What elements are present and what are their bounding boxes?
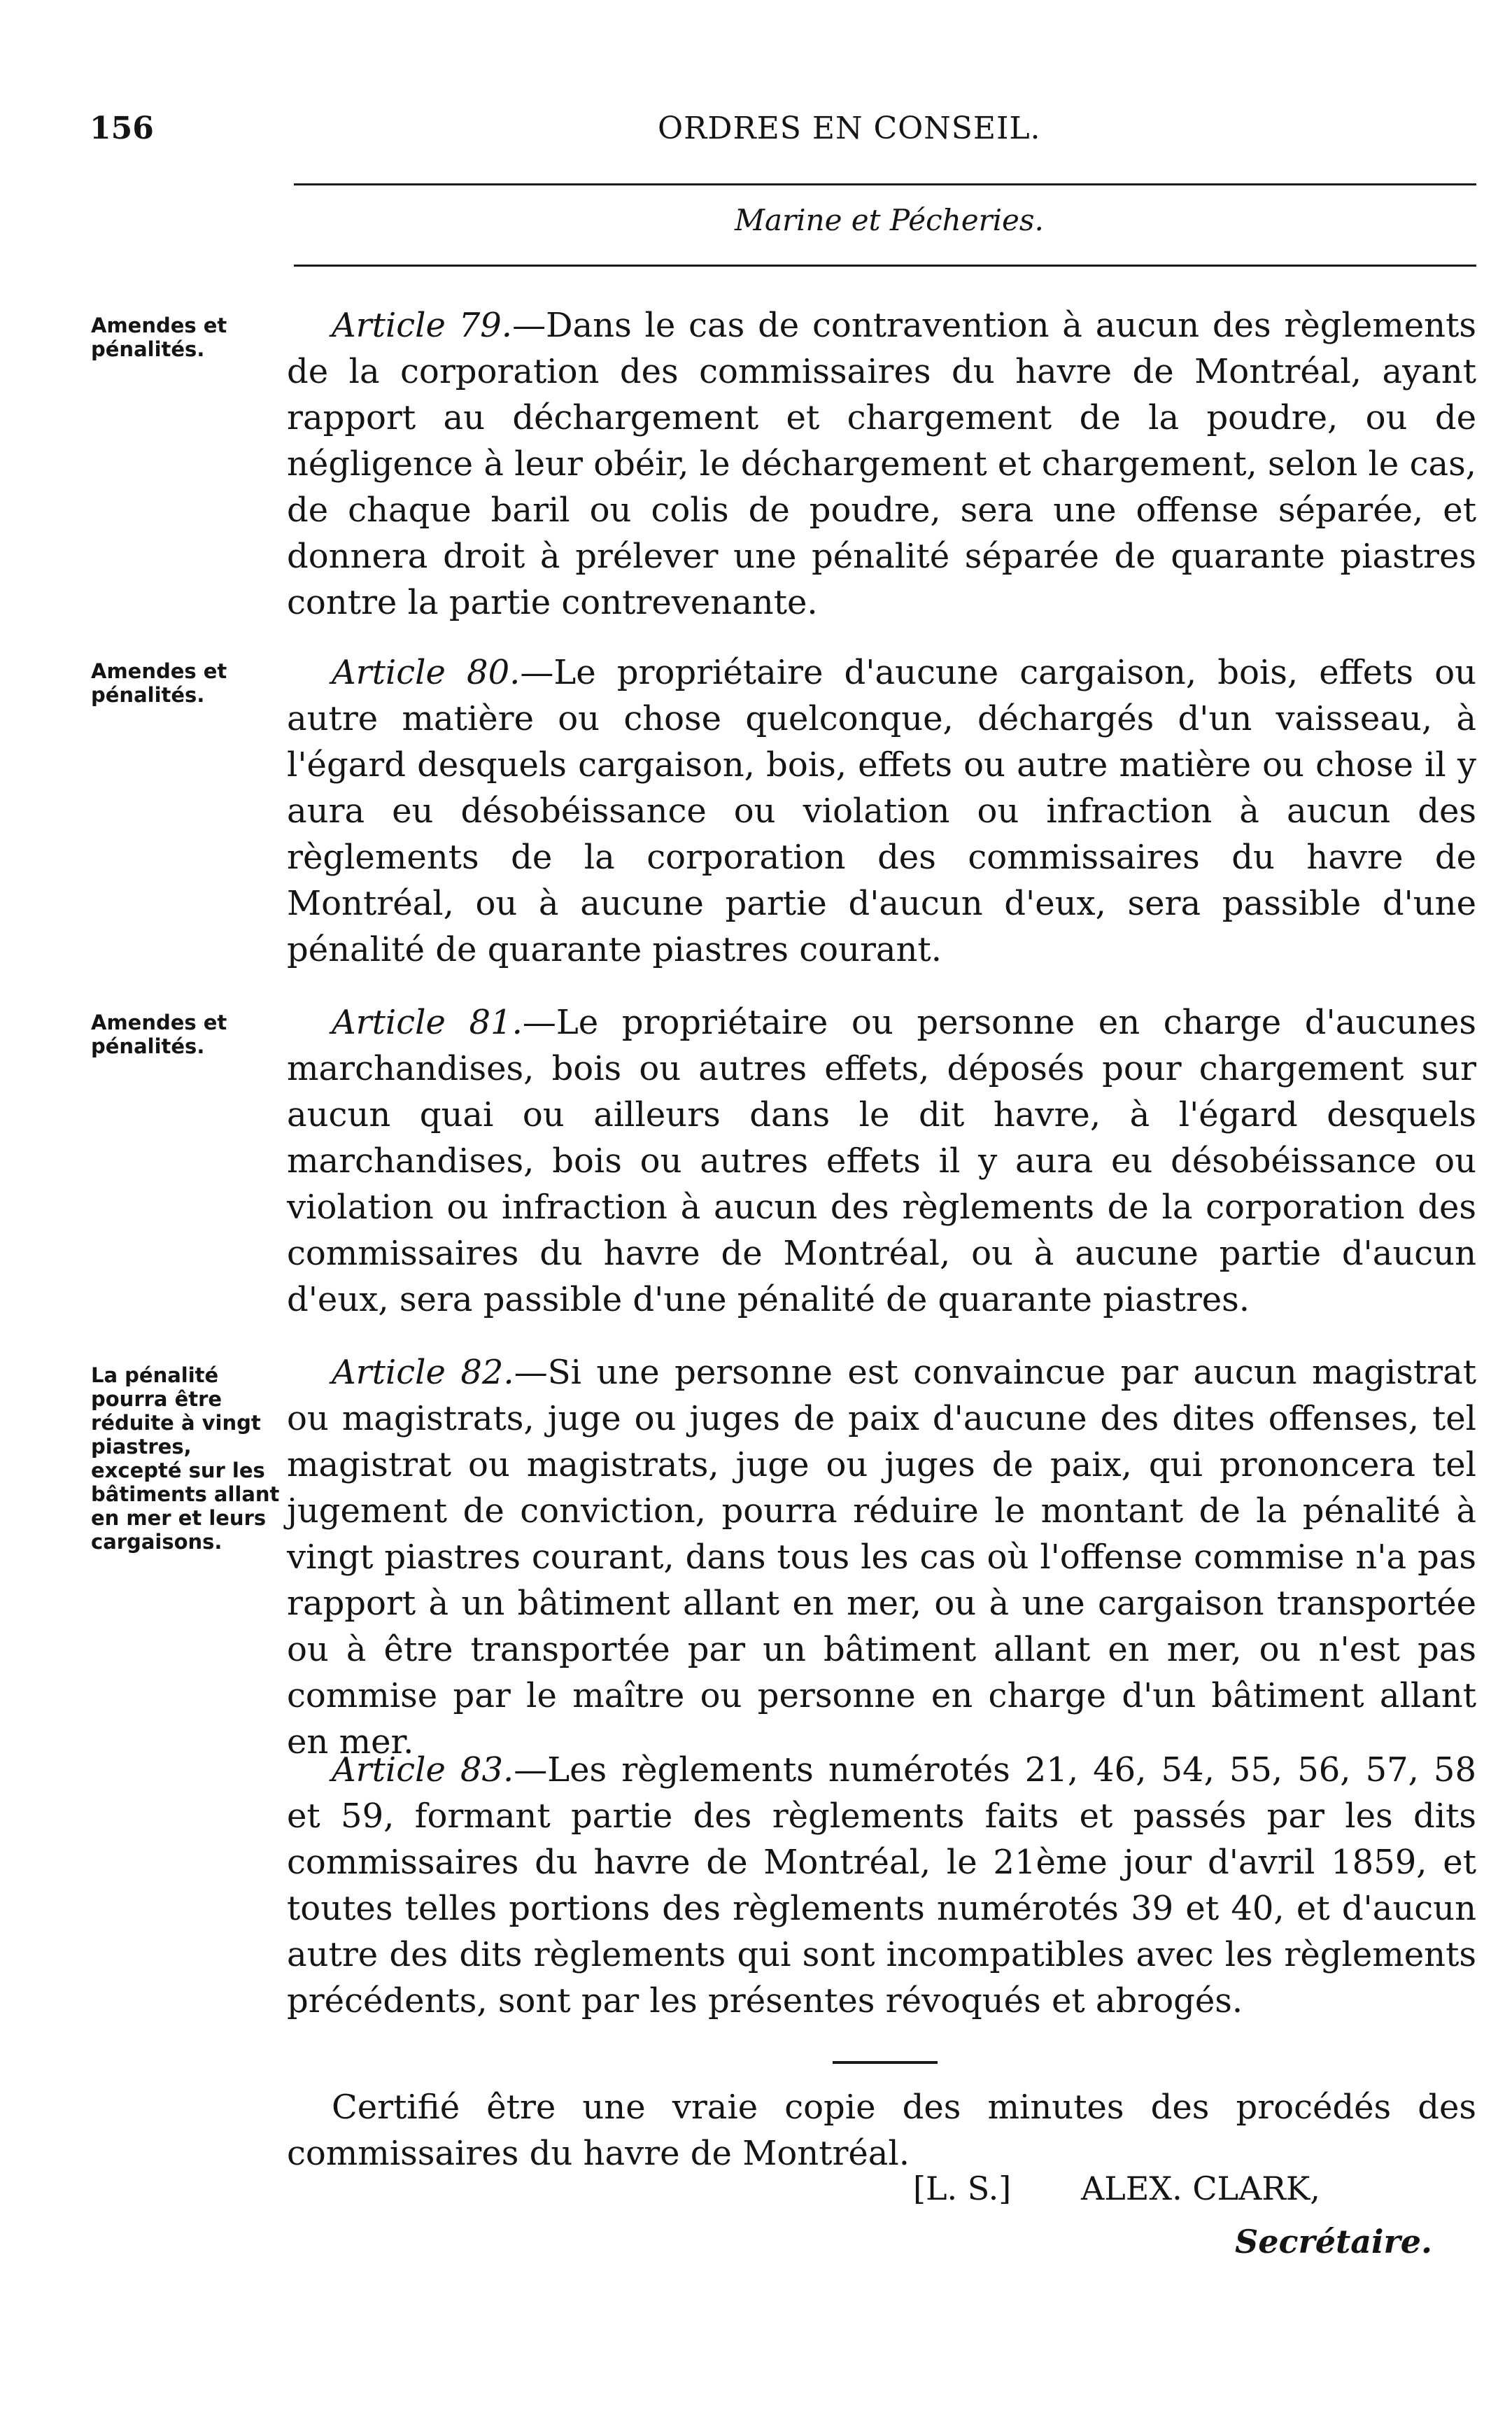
- certification-text: Certifié être une vraie copie des minutes des procédés des commissaires du havre de Montréal.: [287, 2088, 1476, 2173]
- seal: [L. S.]: [913, 2170, 1012, 2207]
- article-79: [287, 302, 1476, 626]
- divider-rule: [833, 2061, 938, 2064]
- article-81: [287, 999, 1476, 1323]
- article-82-text: —Si une personne est convaincue par aucun magistrat ou magistrats, juge ou juges de paix d'aucune des dites offenses, tel magistrat ou magistrats, juge ou juges de paix, qui prononcera tel jugement de conviction, pourra réduire le montant de la pénalité à vingt piastres courant, dans tous les cas où l'offense commise n'a pas rapport à un bâtiment allant en mer, ou à une cargaison transportée ou à être transportée par un bâtiment allant en mer, ou n'est pas commise par le maître ou personne en charge d'un bâtiment allant en mer.: [287, 1353, 1477, 1762]
- article-82-label: Article 82.: [332, 1353, 514, 1392]
- article-79-paragraph: [287, 302, 1476, 626]
- header-rule-top: [294, 183, 1476, 185]
- article-83: [287, 1747, 1476, 2024]
- article-80-paragraph: [287, 649, 1476, 973]
- article-83-label: Article 83.: [332, 1750, 514, 1790]
- header-rule-bottom: [294, 265, 1476, 267]
- article-79-label: Article 79.: [332, 306, 513, 345]
- margin-note-82: La pénalité pourra être réduite à vingt piastres, excepté sur les bâtiments allant en mer et leurs cargaisons.: [91, 1363, 280, 1554]
- signer-title: Secrétaire.: [1235, 2223, 1433, 2261]
- signer-name: ALEX. CLARK,: [1081, 2170, 1320, 2207]
- article-80: [287, 649, 1476, 973]
- article-83-paragraph: [287, 1747, 1476, 2024]
- article-80-label: Article 80.: [332, 653, 521, 692]
- article-83-text: —Les règlements numérotés 21, 46, 54, 55, 56, 57, 58 et 59, formant partie des règlements faits et passés par les dits commissaires du havre de Montréal, le 21ème jour d'avril 1859, et toutes telles portions des règlements numérotés 39 et 40, et d'aucun autre des dits règlements qui sont incompatibles avec les règlements précédents, sont par les présentes révoqués et abrogés.: [287, 1750, 1477, 2020]
- article-81-paragraph: [287, 999, 1476, 1323]
- article-80-text: —Le propriétaire d'aucune cargaison, bois, effets ou autre matière ou chose quelconque, déchargés d'un vaisseau, à l'égard desquels cargaison, bois, effets ou autre matière ou chose il y aura eu désobéissance ou violation ou infraction à aucun des règlements de la corporation des commissaires du havre de Montréal, ou à aucune partie d'aucun d'eux, sera passible d'une pénalité de quarante piastres courant.: [287, 653, 1477, 969]
- article-81-label: Article 81.: [332, 1003, 523, 1042]
- margin-note-79: Amendes et pénalités.: [91, 314, 227, 361]
- running-title: ORDRES EN CONSEIL.: [658, 111, 1041, 146]
- certification: [287, 2084, 1476, 2177]
- article-81-text: —Le propriétaire ou personne en charge d'aucunes marchandises, bois ou autres effets, déposés pour chargement sur aucun quai ou ailleurs dans le dit havre, à l'égard desquels marchandises, bois ou autres effets il y aura eu désobéissance ou violation ou infraction à aucun des règlements de la corporation des commissaires du havre de Montréal, ou à aucune partie d'aucun d'eux, sera passible d'une pénalité de quarante piastres.: [287, 1003, 1476, 1319]
- article-82: [287, 1349, 1476, 1765]
- article-79-text: —Dans le cas de contravention à aucun des règlements de la corporation des commissaires du havre de Montréal, ayant rapport au déchargement et chargement de la poudre, ou de négligence à leur obéir, le déchargement et chargement, selon le cas, de chaque baril ou colis de poudre, sera une offense séparée, et donnera droit à prélever une pénalité séparée de quarante piastres contre la partie contrevenante.: [287, 306, 1477, 622]
- margin-note-81: Amendes et pénalités.: [91, 1011, 227, 1058]
- margin-note-80: Amendes et pénalités.: [91, 659, 227, 707]
- page-number: 156: [90, 111, 154, 146]
- article-82-paragraph: [287, 1349, 1476, 1765]
- section-title: Marine et Pécheries.: [735, 203, 1044, 237]
